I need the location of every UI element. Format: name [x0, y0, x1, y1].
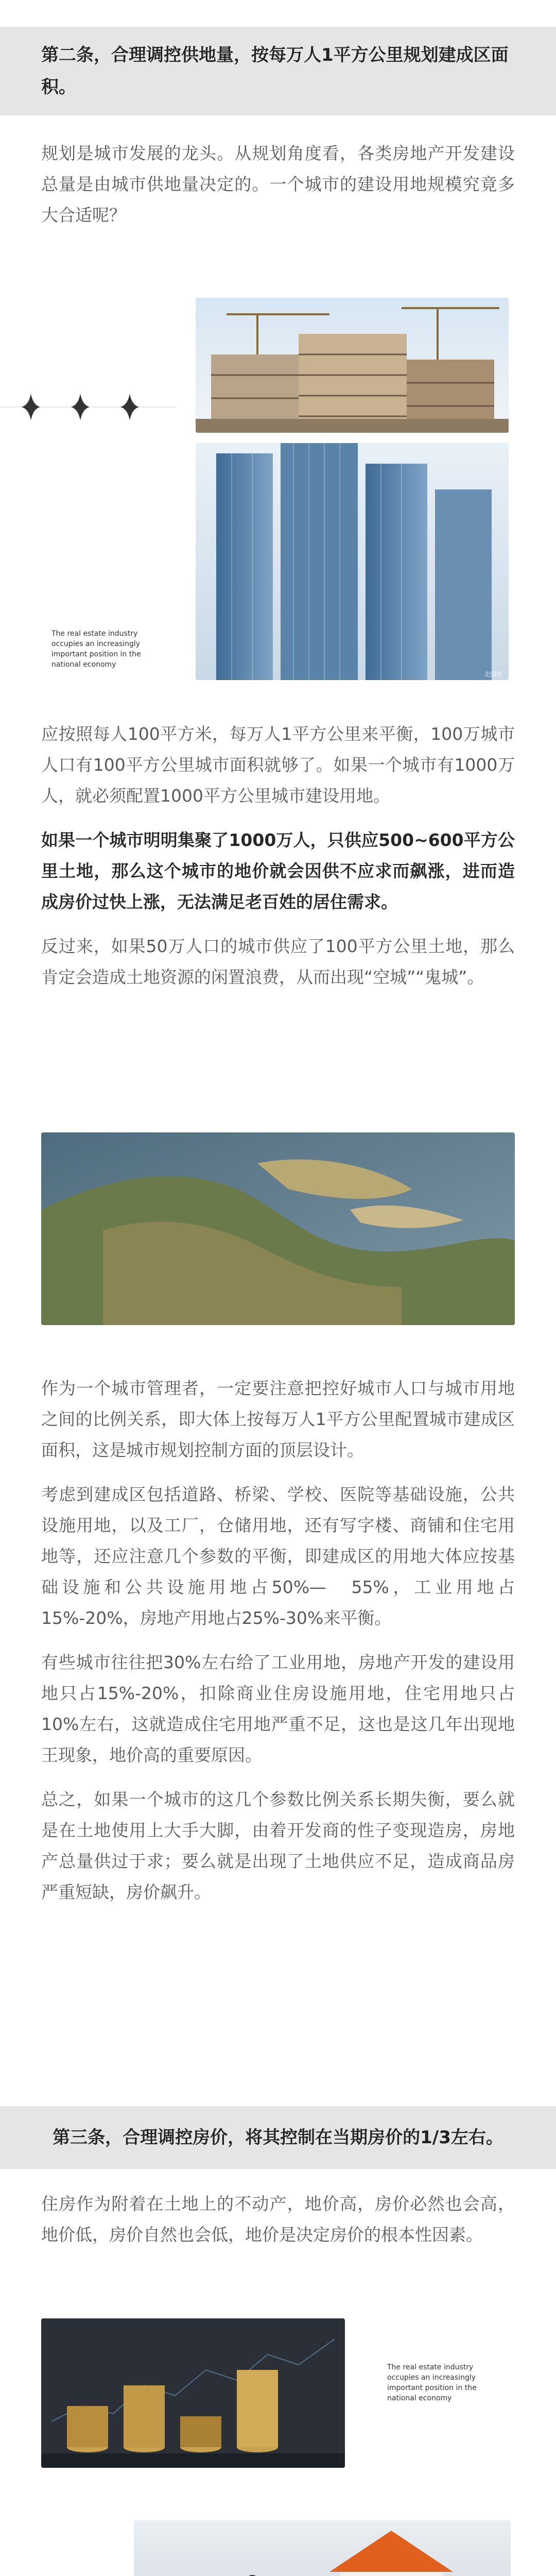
section-3-heading: 第三条，合理调控房价，将其控制在当期房价的1/3左右。 [0, 2106, 556, 2169]
section-2-heading: 第二条，合理调控供地量，按每万人1平方公里规划建成区面积。 [0, 27, 556, 115]
photo-credit: 北国资 [484, 671, 503, 678]
paragraph [41, 931, 515, 993]
paragraph: 考虑到建成区包括道路、桥梁、学校、医院等基础设施，公共设施用地，以及工厂，仓储用地，还有写字楼、商铺和住宅用地等，还应注意几个参数的平衡，即建成区的用地大体应按基础设施和公共设施用地占50%— 55%，工业用地占15%-20%，房地产用地占25%-30%来平衡。 [41, 1484, 515, 1628]
section-3-intro [41, 2189, 515, 2264]
paragraph: 住房作为附着在土地上的不动产，地价高，房价必然也会高，地价低，房价自然也会低，地价是决定房价的根本性因素。 [41, 2194, 515, 2245]
construction-site-photo [196, 298, 509, 433]
paragraph: 规划是城市发展的龙头。从规划角度看，各类房地产开发建设总量是由城市供地量决定的。一个城市的建设用地规模究竟多大合适呢？ [41, 143, 515, 225]
paragraph: 作为一个城市管理者，一定要注意把控好城市人口与城市用地之间的比例关系，即大体上按每万人1平方公里配置城市建成区面积，这是城市规划控制方面的顶层设计。 [41, 1378, 515, 1460]
section-2-body-b [41, 1373, 515, 1921]
aerial-terrain-photo [41, 1132, 515, 1325]
paragraph: 总之，如果一个城市的这几个参数比例关系长期失衡，要么就是在土地使用上大手大脚，由着开发商的性子变现造房，房地产总量供过于求；要么就是出现了土地供应不足，造成商品房严重短缺，房价飙升。 [41, 1789, 515, 1902]
sparkle-decoration [0, 382, 175, 432]
coins-chart-photo [41, 2318, 345, 2468]
section-2-body-a [41, 719, 515, 1006]
section-2-intro [41, 138, 515, 244]
skyscraper-photo [196, 443, 509, 680]
paragraph-emphasis: 如果一个城市明明集聚了1000万人，只供应500~600平方公里土地，那么这个城市的地价就会因供不应求而飙涨，进而造成房价过快上涨，无法满足老百姓的居住需求。 [41, 830, 515, 912]
house-figure-photo [134, 2520, 511, 2576]
paragraph: 应按照每人100平方米，每万人1平方公里来平衡，100万城市人口有100平方公里城市面积就够了。如果一个城市有1000万人，就必须配置1000平方公里城市建设用地。 [41, 724, 515, 806]
photo-caption: The real estate industry occupies an increasingly important position in the national economy [51, 630, 141, 669]
photo-caption: The real estate industry occupies an increasingly important position in the national economy [387, 2363, 477, 2402]
paragraph-text: 反过来，如果50万人口的城市供应了100平方公里土地，那么肯定会造成土地资源的闲置浪费，从而出现“空城”“鬼城”。 [41, 936, 515, 987]
paragraph: 有些城市往往把30%左右给了工业用地，房地产开发的建设用地只占15%-20%，扣除商业住房设施用地，住宅用地只占10%左右，这就造成住宅用地严重不足，这也是这几年出现地王现象，地价高的重要原因。 [41, 1652, 515, 1765]
